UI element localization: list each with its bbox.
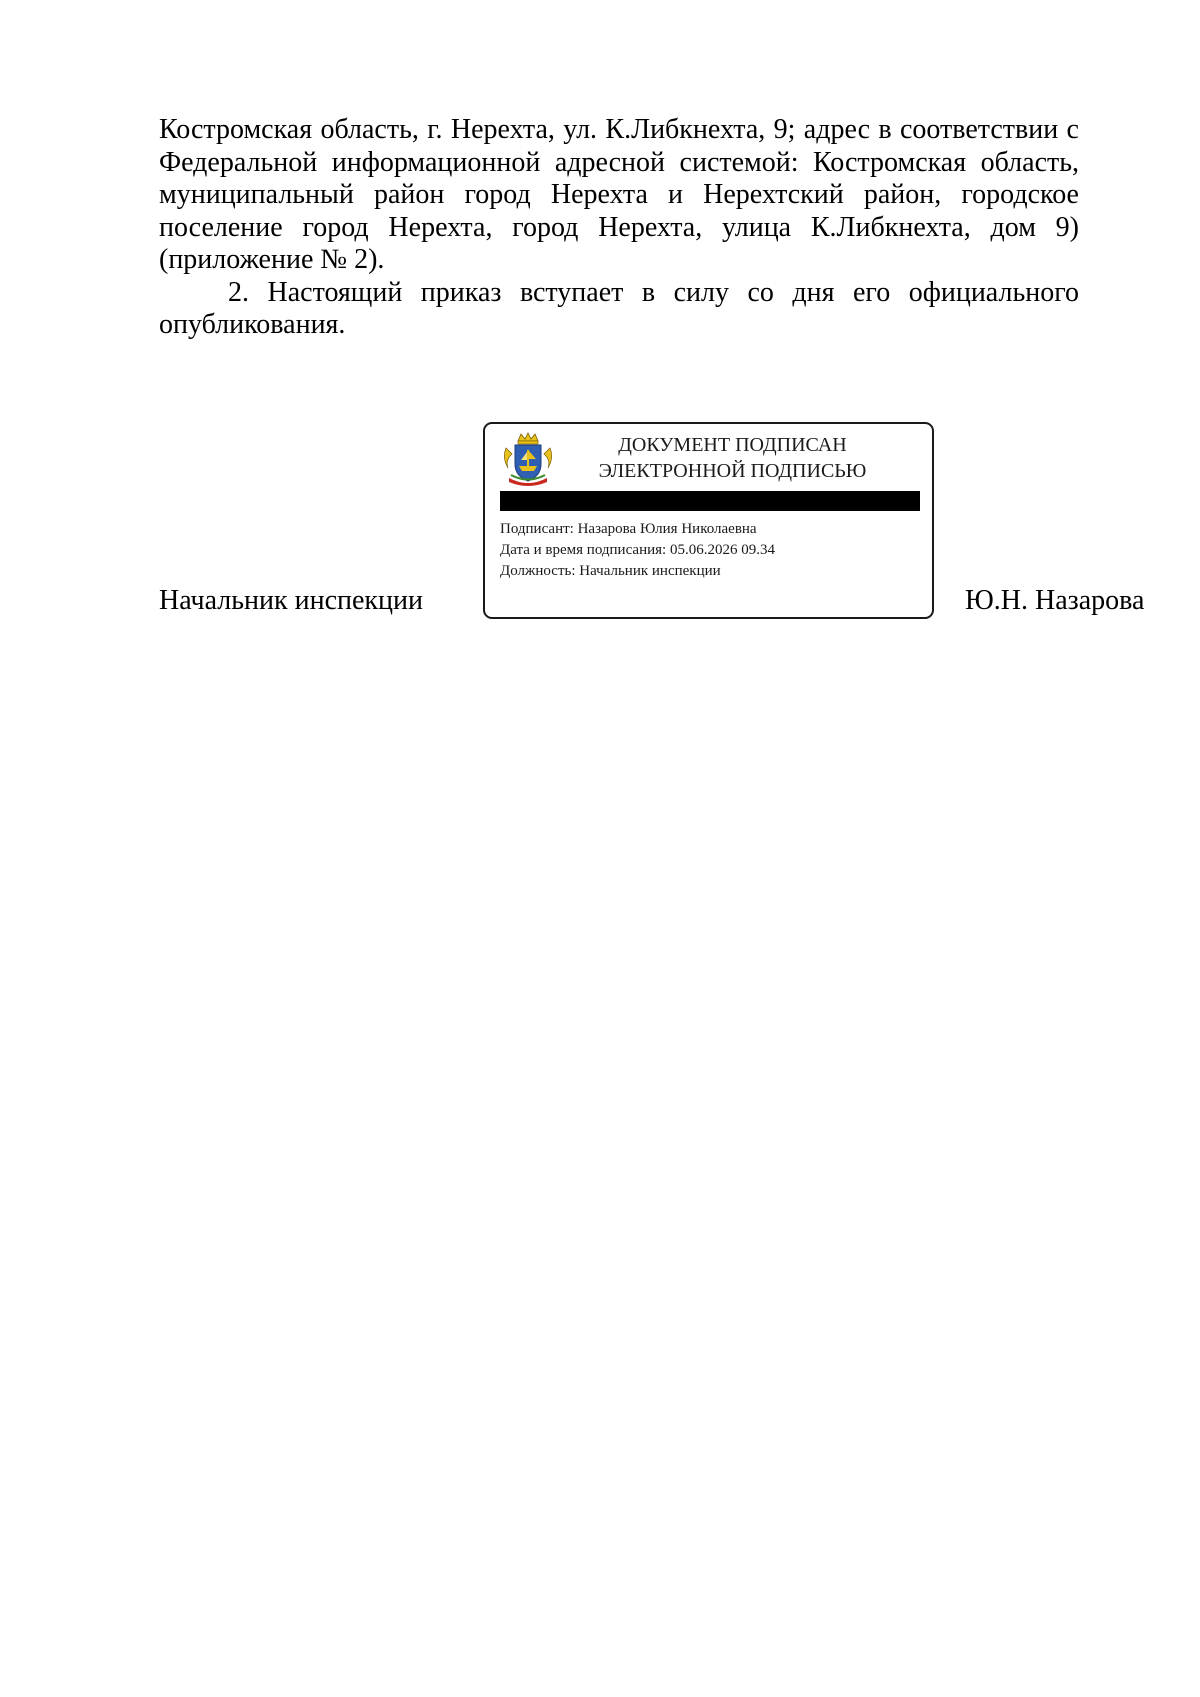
document-body [159,114,1079,342]
stamp-position: Должность: Начальник инспекции [500,563,721,579]
stamp-datetime: Дата и время подписания: 05.06.2026 09.34 [500,542,775,558]
stamp-title-line-2: ЭЛЕКТРОННОЙ ПОДПИСЬЮ [598,460,867,482]
paragraph-effective-date: 2. Настоящий приказ вступает в силу со дня его официального опубликования. [159,276,1079,340]
paragraph-address: Костромская область, г. Нерехта, ул. К.Либкнехта, 9; адрес в соответствии с Федеральной информационной адресной системой: Костромская область, муниципальный район город Нерехта и Нерехтский район, городское поселение город Нерехта, город Нерехта, улица К.Либкнехта, дом 9) (приложение № 2). [159,114,1079,275]
electronic-signature-stamp [483,422,934,619]
certificate-redaction-bar [500,491,920,511]
stamp-title [585,432,880,484]
kostroma-coat-of-arms-icon [500,432,556,490]
signer-position: Начальник инспекции [159,585,423,616]
signer-name: Ю.Н. Назарова [965,585,1145,616]
stamp-title-line-1: ДОКУМЕНТ ПОДПИСАН [618,434,847,456]
stamp-signer: Подписант: Назарова Юлия Николаевна [500,521,757,537]
stamp-details [500,519,920,582]
